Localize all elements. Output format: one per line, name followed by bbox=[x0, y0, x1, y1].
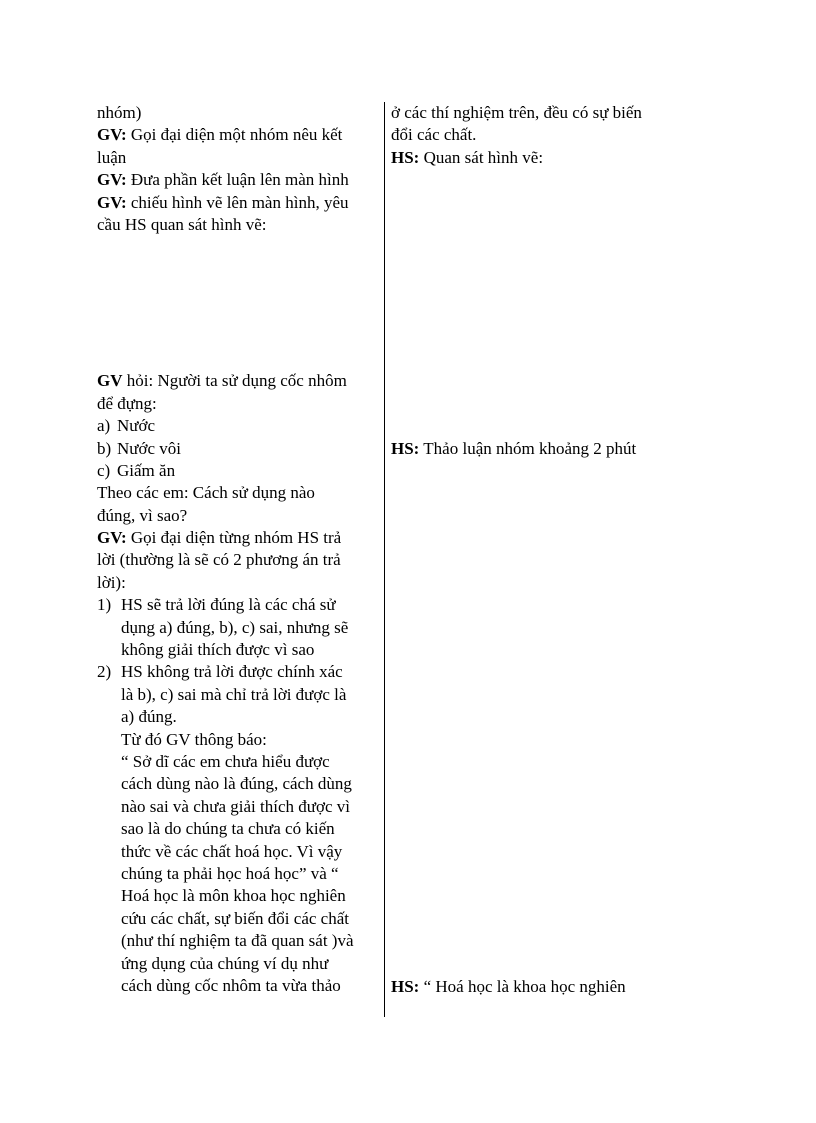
text-line: đổi các chất. bbox=[391, 125, 477, 145]
text-line bbox=[391, 438, 691, 460]
option-label: a) bbox=[97, 416, 111, 436]
text-line bbox=[97, 370, 379, 392]
text-line: không giải thích được vì sao bbox=[121, 640, 315, 660]
text-line: (như thí nghiệm ta đã quan sát )và bbox=[121, 931, 354, 951]
text-line: Hoá học là môn khoa học nghiên bbox=[121, 886, 346, 906]
text-line bbox=[97, 169, 379, 191]
speaker-label: HS: bbox=[391, 438, 420, 458]
line-text: Thảo luận nhóm khoảng 2 phút bbox=[419, 438, 637, 458]
text-line: nhóm) bbox=[97, 103, 142, 122]
numbered-item-1 bbox=[97, 594, 379, 616]
text-line: luận bbox=[97, 147, 127, 167]
text-line: thức về các chất hoá học. Vì vậy bbox=[121, 841, 343, 861]
spacer bbox=[391, 460, 691, 975]
line-text: Đưa phần kết luận lên màn hình bbox=[126, 170, 349, 190]
text-line bbox=[97, 527, 379, 549]
spacer bbox=[391, 169, 691, 438]
text-line: cách dùng nào là đúng, cách dùng bbox=[121, 774, 352, 794]
option-label: c) bbox=[97, 460, 111, 480]
option-a bbox=[97, 415, 379, 437]
item-text: HS sẽ trả lời đúng là các chá sử bbox=[121, 595, 336, 615]
text-line bbox=[391, 976, 691, 998]
text-line: chúng ta phải học hoá học” và “ bbox=[121, 863, 339, 883]
option-c bbox=[97, 460, 379, 482]
text-line: sao là do chúng ta chưa có kiến bbox=[121, 819, 335, 839]
speaker-label: GV bbox=[97, 371, 123, 391]
option-text: Nước bbox=[117, 416, 156, 436]
text-line: “ Sở dĩ các em chưa hiểu được bbox=[121, 751, 330, 771]
speaker-label: GV: bbox=[97, 528, 127, 548]
line-text: chiếu hình vẽ lên màn hình, yêu bbox=[126, 192, 349, 212]
text-line bbox=[97, 192, 379, 214]
right-column bbox=[391, 102, 691, 998]
line-text: “ Hoá học là khoa học nghiên bbox=[419, 976, 626, 996]
item-number: 1) bbox=[97, 595, 112, 615]
option-b bbox=[97, 438, 379, 460]
line-text: Gọi đại diện từng nhóm HS trả bbox=[126, 528, 342, 548]
text-line: a) đúng. bbox=[121, 707, 177, 727]
item-text: HS không trả lời được chính xác bbox=[121, 662, 343, 682]
left-block-2 bbox=[97, 370, 379, 997]
speaker-label: GV: bbox=[97, 170, 127, 190]
speaker-label: HS: bbox=[391, 976, 420, 996]
left-column bbox=[97, 102, 379, 997]
text-line: nào sai và chưa giải thích được vì bbox=[121, 796, 350, 816]
option-label: b) bbox=[97, 438, 112, 458]
item-number: 2) bbox=[97, 662, 112, 682]
numbered-item-2 bbox=[97, 661, 379, 683]
left-block-1 bbox=[97, 102, 379, 236]
text-line bbox=[97, 124, 379, 146]
text-line bbox=[391, 147, 691, 169]
figure-space bbox=[97, 236, 379, 370]
text-line: đúng, vì sao? bbox=[97, 505, 188, 525]
text-line: Từ đó GV thông báo: bbox=[121, 729, 267, 749]
option-text: Nước vôi bbox=[117, 438, 181, 458]
text-line: lời): bbox=[97, 572, 126, 592]
line-text: Quan sát hình vẽ: bbox=[419, 147, 544, 167]
speaker-label: GV: bbox=[97, 192, 127, 212]
line-text: Gọi đại diện một nhóm nêu kết bbox=[126, 125, 343, 145]
text-line: cứu các chất, sự biến đổi các chất bbox=[121, 908, 349, 928]
option-text: Giấm ăn bbox=[117, 460, 176, 480]
text-line: Theo các em: Cách sử dụng nào bbox=[97, 483, 315, 503]
text-line: cầu HS quan sát hình vẽ: bbox=[97, 214, 267, 234]
line-text: hỏi: Người ta sử dụng cốc nhôm bbox=[122, 371, 347, 391]
text-line: dụng a) đúng, b), c) sai, nhưng sẽ bbox=[121, 617, 349, 637]
text-line: để đựng: bbox=[97, 393, 157, 413]
speaker-label: HS: bbox=[391, 147, 420, 167]
text-line: cách dùng cốc nhôm ta vừa thảo bbox=[121, 975, 341, 995]
text-line: là b), c) sai mà chỉ trả lời được là bbox=[121, 684, 347, 704]
text-line: ở các thí nghiệm trên, đều có sự biến bbox=[391, 103, 642, 122]
speaker-label: GV: bbox=[97, 125, 127, 145]
column-divider bbox=[384, 102, 385, 1017]
text-line: ứng dụng của chúng ví dụ như bbox=[121, 953, 329, 973]
text-line: lời (thường là sẽ có 2 phương án trả bbox=[97, 550, 341, 570]
